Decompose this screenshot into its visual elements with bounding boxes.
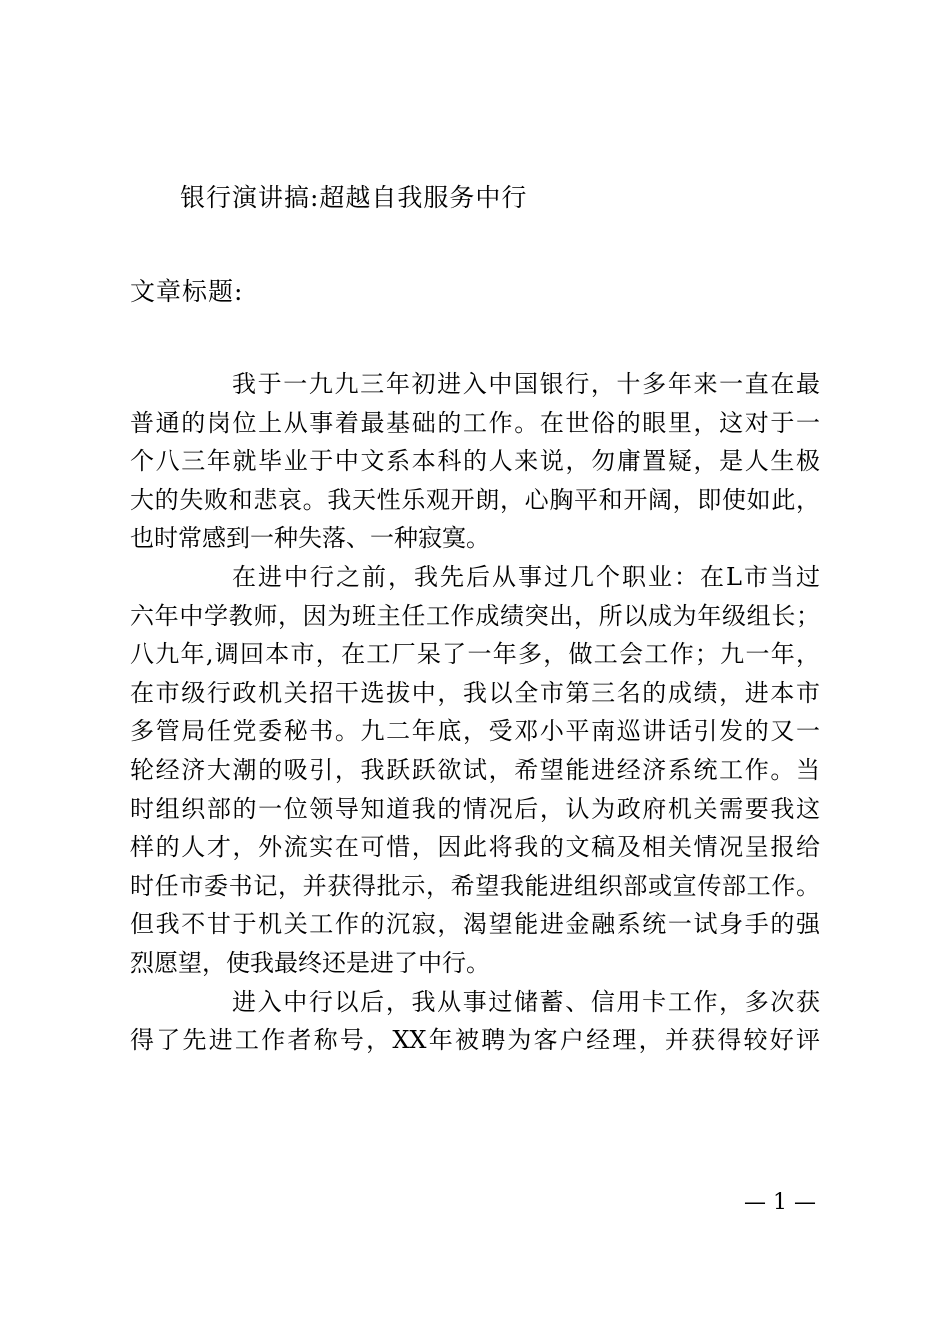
text-line: 大的失败和悲哀。我天性乐观开朗，心胸平和开阔，即使如此， bbox=[130, 485, 820, 514]
text-line: 进入中行以后，我从事过储蓄、信用卡工作，多次获 bbox=[232, 987, 820, 1016]
page-number: — 1 — bbox=[744, 1190, 816, 1215]
text-line: 样的人才，外流实在可惜，因此将我的文稿及相关情况呈报给 bbox=[130, 833, 820, 862]
text-line: 多管局任党委秘书。九二年底，受邓小平南巡讲话引发的又一 bbox=[130, 717, 820, 746]
document-body bbox=[130, 365, 820, 1060]
text-line: 得了先进工作者称号，XX年被聘为客户经理，并获得较好评 bbox=[130, 1026, 820, 1055]
text-line: 也时常感到一种失落、一种寂寞。 bbox=[130, 524, 490, 553]
text-line: 个八三年就毕业于中文系本科的人来说，勿庸置疑，是人生极 bbox=[130, 447, 820, 476]
text-line: 八九年,调回本市，在工厂呆了一年多，做工会工作；九一年， bbox=[130, 640, 820, 669]
text-line: 烈愿望，使我最终还是进了中行。 bbox=[130, 948, 490, 977]
text-line: 普通的岗位上从事着最基础的工作。在世俗的眼里，这对于一 bbox=[130, 408, 820, 437]
text-line: 轮经济大潮的吸引，我跃跃欲试，希望能进经济系统工作。当 bbox=[130, 755, 820, 784]
subtitle-label: 文章标题: bbox=[130, 277, 244, 306]
text-line: 我于一九九三年初进入中国银行，十多年来一直在最 bbox=[232, 370, 820, 398]
text-line: 在进中行之前，我先后从事过几个职业：在L市当过 bbox=[232, 562, 820, 591]
text-line: 但我不甘于机关工作的沉寂，渴望能进金融系统一试身手的强 bbox=[130, 910, 820, 939]
text-line: 在市级行政机关招干选拔中，我以全市第三名的成绩，进本市 bbox=[130, 678, 820, 707]
text-line: 时任市委书记，并获得批示，希望我能进组织部或宣传部工作。 bbox=[130, 871, 820, 900]
text-line: 六年中学教师，因为班主任工作成绩突出，所以成为年级组长； bbox=[130, 601, 820, 630]
text-line: 时组织部的一位领导知道我的情况后，认为政府机关需要我这 bbox=[130, 794, 820, 823]
document-title: 银行演讲搞:超越自我服务中行 bbox=[180, 183, 528, 212]
